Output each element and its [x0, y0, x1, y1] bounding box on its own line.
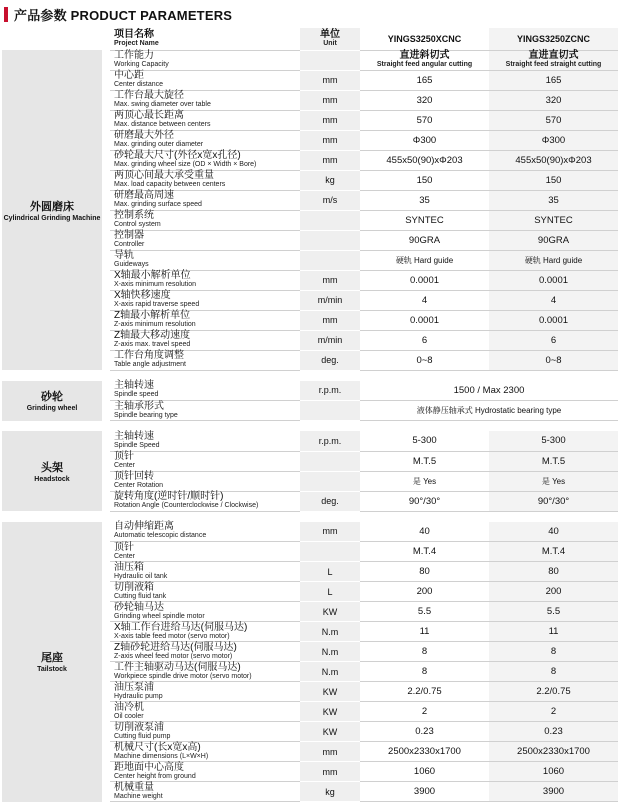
- spec-value-a: 8: [360, 662, 489, 682]
- spec-unit: [300, 210, 360, 230]
- table-header-row: [2, 28, 618, 50]
- spec-value-b: M.T.5: [489, 451, 618, 471]
- spec-value-b: 2: [489, 702, 618, 722]
- spec-unit: mm: [300, 110, 360, 130]
- spec-name-en: Working Capacity: [114, 61, 169, 68]
- spec-name: [110, 50, 300, 70]
- spec-value-b: 硬轨 Hard guide: [489, 250, 618, 270]
- spec-unit: [300, 250, 360, 270]
- spec-name-cn: 工作台角度调整: [114, 350, 184, 361]
- spec-name-cn: 砂轮轴马达: [114, 601, 164, 613]
- spec-name-cn: 自动伸缩距离: [114, 521, 174, 533]
- spec-name-en: Automatic telescopic distance: [114, 532, 207, 540]
- spec-name-cn: 距地面中心高度: [114, 761, 184, 773]
- spec-name-cn: 主轴转速: [114, 430, 154, 442]
- spec-name-en: Control system: [114, 221, 161, 228]
- header-item-name: [110, 28, 300, 50]
- spec-name: [110, 381, 300, 401]
- spec-name-en: Max. grinding outer diameter: [114, 141, 204, 148]
- spec-value-b: [489, 50, 618, 70]
- spec-name: [110, 90, 300, 110]
- spec-value-b: 80: [489, 562, 618, 582]
- spec-name: [110, 662, 300, 682]
- spec-name-cn: 研磨最大外径: [114, 130, 174, 141]
- spec-value-a: 570: [360, 110, 489, 130]
- spec-unit: m/s: [300, 190, 360, 210]
- spec-value-a: M.T.4: [360, 542, 489, 562]
- spec-value-a: 200: [360, 582, 489, 602]
- spec-name-cn: X轴最小解析单位: [114, 270, 191, 281]
- spec-value-b: M.T.4: [489, 542, 618, 562]
- spec-name-en: Machine dimensions (L×W×H): [114, 752, 209, 760]
- spec-value-b: 0.0001: [489, 310, 618, 330]
- category-spacer: [102, 50, 110, 370]
- spec-name: [110, 782, 300, 802]
- spec-value-a: 320: [360, 90, 489, 110]
- category-cn: 尾座: [41, 652, 63, 664]
- spec-name-cn: 油冷机: [114, 701, 144, 713]
- spec-value-merged: 液体静压轴承式 Hydrostatic bearing type: [360, 401, 618, 421]
- spec-value-b: 11: [489, 622, 618, 642]
- header-model-b: YINGS3250ZCNC: [489, 28, 618, 50]
- spec-name: [110, 642, 300, 662]
- spec-value-b: Φ300: [489, 130, 618, 150]
- spec-value-b: 5.5: [489, 602, 618, 622]
- spec-unit: KW: [300, 702, 360, 722]
- spec-unit: [300, 471, 360, 491]
- spec-name-en: X-axis table feed motor (servo motor): [114, 632, 230, 640]
- spec-row: [2, 431, 618, 451]
- spec-unit: mm: [300, 762, 360, 782]
- spec-name-cn: 导轨: [114, 250, 134, 261]
- spec-value-a: 80: [360, 562, 489, 582]
- spec-name: [110, 190, 300, 210]
- spec-unit: mm: [300, 742, 360, 762]
- spec-name-cn: 切削液箱: [114, 581, 154, 593]
- spec-unit: mm: [300, 310, 360, 330]
- spec-value-a: 1060: [360, 762, 489, 782]
- spec-value-b: 40: [489, 522, 618, 542]
- spec-name-cn: 两顶心最长距离: [114, 110, 184, 121]
- spec-name-cn: 顶针回转: [114, 471, 154, 482]
- spec-value-a: 11: [360, 622, 489, 642]
- spec-name-en: Cutting fluid tank: [114, 592, 167, 600]
- spec-name-en: X-axis minimum resolution: [114, 281, 197, 288]
- spec-name-en: Z-axis max. travel speed: [114, 341, 191, 348]
- spec-unit: r.p.m.: [300, 381, 360, 401]
- spec-name-en: X-axis rapid traverse speed: [114, 301, 200, 308]
- spec-name: [110, 451, 300, 471]
- spec-name-en: Max. load capacity between centers: [114, 181, 226, 188]
- spec-value-a: 90GRA: [360, 230, 489, 250]
- spec-name-cn: Z轴砂轮进给马达(伺服马达): [114, 641, 237, 653]
- spec-name: [110, 70, 300, 90]
- spec-name: [110, 542, 300, 562]
- spec-value-a-en: Straight feed angular cutting: [376, 61, 473, 68]
- header-marker: [4, 7, 8, 22]
- spec-name: [110, 150, 300, 170]
- spec-value-a: 硬轨 Hard guide: [360, 250, 489, 270]
- spec-unit: m/min: [300, 290, 360, 310]
- spec-value-a: 90°/30°: [360, 491, 489, 511]
- spec-name-cn: 砂轮最大尺寸(外径x宽x孔径): [114, 150, 241, 161]
- spec-unit: kg: [300, 782, 360, 802]
- spec-value-b: 35: [489, 190, 618, 210]
- spec-name: [110, 491, 300, 511]
- spec-name-cn: 控制系统: [114, 210, 154, 221]
- spec-unit: deg.: [300, 491, 360, 511]
- spec-value-a: 0.0001: [360, 310, 489, 330]
- spec-value-a: 35: [360, 190, 489, 210]
- spec-name-en: Spindle bearing type: [114, 411, 178, 419]
- spec-value-b: 455x50(90)xΦ203: [489, 150, 618, 170]
- page-title: 产品参数 PRODUCT PARAMETERS: [14, 7, 233, 23]
- spec-unit: mm: [300, 270, 360, 290]
- spec-value-a: 2: [360, 702, 489, 722]
- spec-value-a: M.T.5: [360, 451, 489, 471]
- spec-name-cn: 旋转角度(逆时针/顺时针): [114, 491, 224, 502]
- spec-name-en: Center: [114, 552, 136, 560]
- section-separator: [2, 511, 618, 522]
- spec-row: [2, 381, 618, 401]
- spec-name: [110, 471, 300, 491]
- header-unit-en: Unit: [323, 39, 337, 47]
- spec-name-cn: 机械重量: [114, 781, 154, 793]
- spec-value-a: 0.0001: [360, 270, 489, 290]
- spec-unit: KW: [300, 682, 360, 702]
- spec-value-a: 6: [360, 330, 489, 350]
- spec-value-b-cn: 直进直切式: [528, 50, 579, 61]
- spec-value-b: 200: [489, 582, 618, 602]
- spec-name-cn: 两顶心间最大承受重量: [114, 170, 214, 181]
- spec-value-b: 4: [489, 290, 618, 310]
- spec-unit: [300, 230, 360, 250]
- spec-value-b: 0~8: [489, 350, 618, 370]
- spec-unit: deg.: [300, 350, 360, 370]
- spec-value-a: 150: [360, 170, 489, 190]
- header-blank: [2, 28, 102, 50]
- spec-value-b-en: Straight feed straight cutting: [505, 61, 602, 68]
- spec-name-en: Workpiece spindle drive motor (servo motor): [114, 672, 252, 680]
- spec-value-a: [360, 50, 489, 70]
- spec-unit: mm: [300, 70, 360, 90]
- spec-value-merged: 1500 / Max 2300: [360, 381, 618, 401]
- spec-value-a: 是 Yes: [360, 471, 489, 491]
- category-spacer: [102, 431, 110, 511]
- spec-name-cn: 主轴承形式: [114, 400, 164, 412]
- category-spacer: [102, 522, 110, 802]
- spec-value-b: 6: [489, 330, 618, 350]
- spec-value-b: 1060: [489, 762, 618, 782]
- spec-value-a: Φ300: [360, 130, 489, 150]
- header-spacer: [102, 28, 110, 50]
- spec-name-en: Spindle speed: [114, 391, 159, 399]
- spec-name: [110, 682, 300, 702]
- spec-value-b: 8: [489, 662, 618, 682]
- spec-value-a: 3900: [360, 782, 489, 802]
- spec-value-a: 0~8: [360, 350, 489, 370]
- spec-value-b: 是 Yes: [489, 471, 618, 491]
- spec-name-cn: 中心距: [114, 70, 144, 81]
- spec-value-a: 5.5: [360, 602, 489, 622]
- spec-row: [2, 522, 618, 542]
- spec-unit: m/min: [300, 330, 360, 350]
- spec-unit: N.m: [300, 642, 360, 662]
- spec-value-a: 455x50(90)xΦ203: [360, 150, 489, 170]
- spec-unit: KW: [300, 602, 360, 622]
- spec-name-en: Max. grinding surface speed: [114, 201, 202, 208]
- section-separator: [2, 370, 618, 381]
- category-cn: 外圆磨床: [30, 200, 74, 213]
- spec-name-cn: 切削液泵浦: [114, 721, 164, 733]
- spec-unit: mm: [300, 90, 360, 110]
- spec-name-en: Spindle Speed: [114, 441, 160, 449]
- category-cn: 砂轮: [41, 391, 63, 403]
- header-model-a: YINGS3250XCNC: [360, 28, 489, 50]
- spec-unit: L: [300, 582, 360, 602]
- spec-value-a: 165: [360, 70, 489, 90]
- spec-name-cn: 控制器: [114, 230, 144, 241]
- spec-name-en: Max. swing diameter over table: [114, 101, 211, 108]
- category-cylindrical: [2, 50, 102, 370]
- spec-name-cn: 工作能力: [114, 50, 154, 61]
- spec-value-b: 8: [489, 642, 618, 662]
- spec-value-b: 3900: [489, 782, 618, 802]
- spec-name: [110, 250, 300, 270]
- category-tailstock: [2, 522, 102, 802]
- spec-value-b: 5-300: [489, 431, 618, 451]
- spec-name: [110, 350, 300, 370]
- spec-value-a: 4: [360, 290, 489, 310]
- spec-name-en: Guideways: [114, 261, 149, 268]
- category-en: Grinding wheel: [26, 405, 78, 412]
- category-en: Headstock: [34, 475, 70, 483]
- spec-unit: [300, 401, 360, 421]
- spec-name-en: Center: [114, 462, 136, 469]
- spec-value-b: 570: [489, 110, 618, 130]
- spec-name-en: Hydraulic pump: [114, 692, 163, 700]
- spec-unit: [300, 50, 360, 70]
- spec-name: [110, 130, 300, 150]
- spec-name: [110, 622, 300, 642]
- spec-name-en: Rotation Angle (Counterclockwise / Clockwise): [114, 502, 259, 509]
- spec-name-cn: 顶针: [114, 451, 134, 462]
- spec-name-en: Z-axis wheel feed motor (servo motor): [114, 652, 233, 660]
- spec-name: [110, 702, 300, 722]
- spec-name-en: Oil cooler: [114, 712, 144, 720]
- spec-unit: kg: [300, 170, 360, 190]
- spec-name: [110, 230, 300, 250]
- spec-value-b: SYNTEC: [489, 210, 618, 230]
- spec-unit: [300, 542, 360, 562]
- section-separator: [2, 421, 618, 432]
- spec-value-b: 2500x2330x1700: [489, 742, 618, 762]
- spec-unit: r.p.m.: [300, 431, 360, 451]
- category-wheel: [2, 381, 102, 421]
- spec-unit: mm: [300, 150, 360, 170]
- spec-name-en: Z-axis minimum resolution: [114, 321, 196, 328]
- category-en: Cylindrical Grinding Machine: [3, 214, 101, 222]
- spec-name-cn: Z轴最小解析单位: [114, 310, 191, 321]
- spec-value-a-cn: 直进斜切式: [399, 50, 450, 61]
- section-header: [0, 0, 620, 28]
- spec-name-cn: 机械尺寸(长x宽x高): [114, 741, 201, 753]
- spec-name-en: Machine weight: [114, 792, 163, 800]
- spec-name: [110, 270, 300, 290]
- spec-unit: KW: [300, 722, 360, 742]
- spec-name: [110, 722, 300, 742]
- spec-name-en: Max. grinding wheel size (OD × Width × Bore): [114, 161, 257, 168]
- spec-name-en: Cutting fluid pump: [114, 732, 171, 740]
- spec-name: [110, 170, 300, 190]
- header-item-en: Project Name: [114, 39, 159, 47]
- spec-value-a: 2.2/0.75: [360, 682, 489, 702]
- spec-name-cn: X轴工作台进给马达(伺服马达): [114, 621, 248, 633]
- spec-value-a: 0.23: [360, 722, 489, 742]
- spec-name: [110, 310, 300, 330]
- spec-name-cn: 工作台最大旋径: [114, 90, 184, 101]
- spec-name-en: Center Rotation: [114, 482, 164, 489]
- spec-name-en: Grinding wheel spindle motor: [114, 612, 205, 620]
- spec-unit: mm: [300, 130, 360, 150]
- spec-value-b: 150: [489, 170, 618, 190]
- spec-unit: N.m: [300, 622, 360, 642]
- spec-name: [110, 522, 300, 542]
- spec-name-cn: 油压泵浦: [114, 681, 154, 693]
- spec-name-en: Center distance: [114, 81, 164, 88]
- spec-name: [110, 210, 300, 230]
- header-unit-cn: 单位: [320, 28, 340, 40]
- spec-value-a: 8: [360, 642, 489, 662]
- spec-value-b: 320: [489, 90, 618, 110]
- spec-name: [110, 582, 300, 602]
- spec-name-cn: X轴快移速度: [114, 290, 171, 301]
- spec-name: [110, 602, 300, 622]
- spec-unit: mm: [300, 522, 360, 542]
- category-spacer: [102, 381, 110, 421]
- spec-name-cn: 工件主轴驱动马达(伺服马达): [114, 661, 241, 673]
- spec-name: [110, 330, 300, 350]
- header-item-cn: 项目名称: [114, 28, 154, 40]
- spec-value-a: 2500x2330x1700: [360, 742, 489, 762]
- category-headstock: [2, 431, 102, 511]
- spec-name: [110, 401, 300, 421]
- spec-name: [110, 290, 300, 310]
- spec-value-b: 0.23: [489, 722, 618, 742]
- spec-name: [110, 562, 300, 582]
- spec-name-cn: 顶针: [114, 541, 134, 553]
- spec-name-cn: Z轴最大移动速度: [114, 330, 191, 341]
- spec-value-a: SYNTEC: [360, 210, 489, 230]
- spec-value-a: 5-300: [360, 431, 489, 451]
- spec-name-cn: 研磨最高周速: [114, 190, 174, 201]
- spec-value-a: 40: [360, 522, 489, 542]
- spec-row: [2, 50, 618, 70]
- parameters-table: [2, 28, 618, 802]
- spec-name: [110, 431, 300, 451]
- spec-unit: [300, 451, 360, 471]
- category-cn: 头架: [41, 461, 63, 474]
- spec-name: [110, 762, 300, 782]
- header-unit: [300, 28, 360, 50]
- spec-name-cn: 油压箱: [114, 561, 144, 573]
- spec-name-en: Hydraulic oil tank: [114, 572, 168, 580]
- spec-value-b: 90°/30°: [489, 491, 618, 511]
- spec-name-en: Table angle adjustment: [114, 361, 186, 368]
- spec-value-b: 90GRA: [489, 230, 618, 250]
- spec-unit: N.m: [300, 662, 360, 682]
- spec-name-en: Center height from ground: [114, 772, 196, 780]
- spec-name: [110, 110, 300, 130]
- spec-value-b: 2.2/0.75: [489, 682, 618, 702]
- spec-value-b: 0.0001: [489, 270, 618, 290]
- spec-name-en: Max. distance between centers: [114, 121, 211, 128]
- spec-name-en: Controller: [114, 241, 145, 248]
- spec-value-b: 165: [489, 70, 618, 90]
- spec-name: [110, 742, 300, 762]
- spec-name-cn: 主轴转速: [114, 380, 154, 392]
- category-en: Tailstock: [37, 666, 67, 673]
- spec-unit: L: [300, 562, 360, 582]
